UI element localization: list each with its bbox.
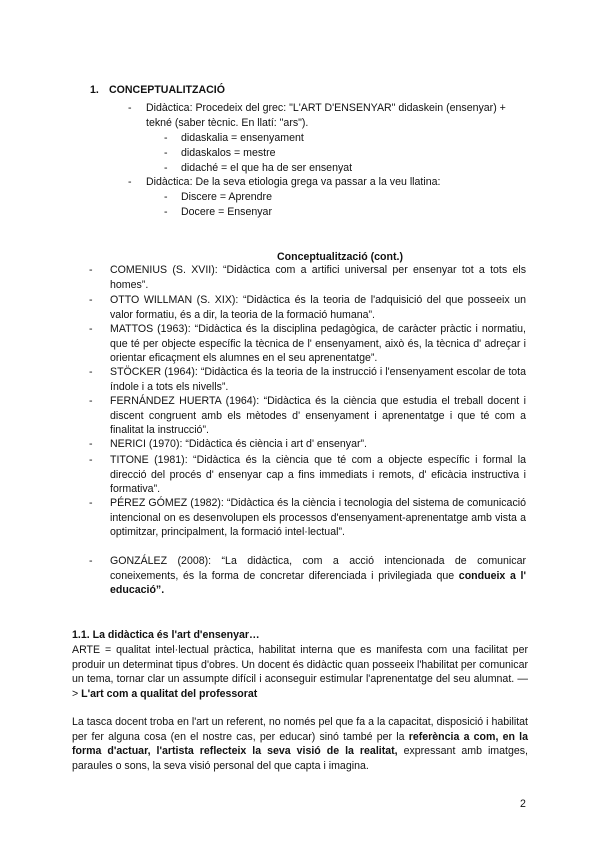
bullet-dash: -	[89, 454, 93, 466]
section-heading	[90, 83, 225, 98]
bullet-dash: -	[89, 294, 93, 306]
definition-entry	[89, 496, 526, 540]
sub-item: Discere = Aprendre	[181, 191, 272, 203]
bullet-dash: -	[128, 102, 132, 114]
definition-entry	[89, 437, 526, 452]
bullet-dash: -	[164, 147, 168, 159]
bullet-dash: -	[164, 162, 168, 174]
list-item	[146, 101, 506, 130]
bullet-dash: -	[89, 555, 93, 567]
section-number: 1.	[90, 84, 99, 96]
bullet-dash: -	[89, 264, 93, 276]
bullet-dash: -	[164, 206, 168, 218]
list-item: Didàctica: De la seva etiologia grega va passar a la veu llatina:	[146, 176, 441, 188]
definition-entry	[89, 365, 526, 394]
section-title: CONCEPTUALITZACIÓ	[109, 84, 225, 96]
definition-text: NERICI (1970): “Didàctica és ciència i art d' ensenyar”.	[110, 438, 367, 450]
definition-entry	[89, 322, 526, 366]
subsection-title: 1.1. La didàctica és l'art d'ensenyar…	[72, 629, 260, 641]
definition-entry	[89, 293, 526, 322]
definition-text: GONZÁLEZ (2008): “La didàctica, com a acció intencionada de comunicar coneixements, és la forma de concretar diferenciada i privilegiada que	[110, 555, 526, 582]
bullet-dash: -	[128, 176, 132, 188]
sub-item: didaskalia = ensenyament	[181, 132, 304, 144]
definition-entry	[89, 394, 526, 438]
definition-entry	[89, 453, 526, 497]
paragraph-text: ARTE = qualitat intel·lectual pràctica, habilitat interna que es manifesta com una facilitat per produir un determinat tipus d'obres. Un docent és didàctic quan posseeix l'habilitat per comunicar un tema, tornar clar un assumpte difícil i aconseguir estimular l'aprenentatge del seu alumnat. —>	[72, 644, 528, 700]
page-number: 2	[520, 798, 526, 810]
sub-item: didaskalos = mestre	[181, 147, 276, 159]
sub-item: didaché = el que ha de ser ensenyat	[181, 162, 353, 174]
definition-bold-text: condueix a l' educació”.	[110, 569, 526, 597]
definition-text: MATTOS (1963): “Didàctica és la disciplina pedagògica, de caràcter pràctic i normatiu, que té per objecte específic la tècnica de l' ensenyament, això és, la tècnica d' adreçar i orientar eficaçment els alumnes en el seu aprenentatge”.	[110, 323, 526, 365]
bullet-dash: -	[164, 132, 168, 144]
bullet-dash: -	[89, 366, 93, 378]
paragraph-text: expressant amb imatges, paraules o sons, la seva visió personal del que capta i imagina.	[72, 745, 528, 772]
item-line: tekné (saber tècnic. En llatí: "ars").	[146, 116, 309, 129]
bullet-dash: -	[164, 191, 168, 203]
bullet-dash: -	[89, 438, 93, 450]
definition-text: PÉREZ GÓMEZ (1982): “Didàctica és la ciència i tecnologia del sistema de comunicació intencional on es desenvolupen els processos d'ensenyament-aprenentatge amb vista a optimitzar, principalment, la formació intel·lectual”.	[110, 497, 526, 539]
continued-title: Conceptualització (cont.)	[277, 251, 403, 263]
paragraph-bold-text: L'art com a qualitat del professorat	[81, 687, 258, 700]
definition-text: TITONE (1981): “Didàctica és la ciència que té com a objecte específic i formal la direcció del procés d' ensenyar cap a fins immediats i remots, d' eficàcia instructiva i formativa”.	[110, 454, 526, 496]
paragraph	[72, 643, 528, 701]
sub-item: Docere = Ensenyar	[181, 206, 272, 218]
paragraph-bold-text: referència a com, en la forma d'actuar, l'artista reflecteix la seva visió de la realitat,	[72, 730, 528, 758]
paragraph	[72, 715, 528, 773]
bullet-dash: -	[89, 497, 93, 509]
definition-text: STÖCKER (1964): “Didàctica és la teoria de la instrucció i l'ensenyament escolar de tota índole i a tots els nivells”.	[110, 366, 526, 393]
bullet-dash: -	[89, 395, 93, 407]
bullet-dash: -	[89, 323, 93, 335]
definition-entry	[89, 263, 526, 292]
item-line: Didàctica: Procedeix del grec: "L'ART D'ENSENYAR" didaskein (ensenyar) +	[146, 102, 506, 114]
definition-text: FERNÁNDEZ HUERTA (1964): “Didàctica és la ciència que estudia el treball docent i discent congruent amb els mètodes d' ensenyament i aprenentatge i que té com a finalitat la instrucció”.	[110, 395, 526, 437]
paragraph-text: La tasca docent troba en l'art un referent, no només pel que fa a la capacitat, disposició i habilitat per fer alguna cosa (en el nostre cas, per educar) sinó també per la	[72, 716, 528, 743]
definition-text: COMENIUS (S. XVII): “Didàctica com a artifici universal per ensenyar tot a tots els homes”.	[110, 264, 526, 291]
definition-text: OTTO WILLMAN (S. XIX): “Didàctica és la teoria de l'adquisició del que posseeix un valor formatiu, és a dir, la teoria de la formació humana”.	[110, 294, 526, 321]
definition-entry	[89, 554, 526, 598]
